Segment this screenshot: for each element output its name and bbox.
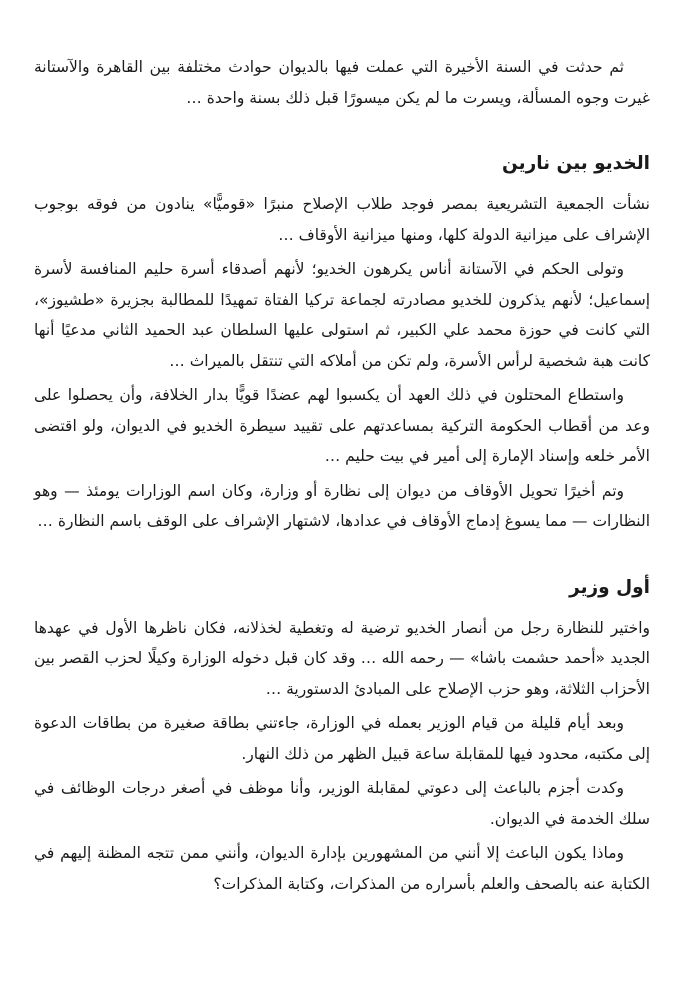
paragraph: وبعد أيام قليلة من قيام الوزير بعمله في الوزارة، جاءتني بطاقة صغيرة من بطاقات الدعوة إلى مكتبه، محدود فيها للمقابلة ساعة قبيل الظهر من ذلك النهار. <box>34 714 650 763</box>
paragraph: وتولى الحكم في الآستانة أناس يكرهون الخديو؛ لأنهم أصدقاء أسرة حليم المنافسة لأسرة إسماعيل؛ لأنهم يذكرون للخديو مصادرته لجماعة تركيا الفتاة تمهيدًا للمطالبة بجزيرة «طشيوز»، التي كانت في حوزة محمد علي الكبير، ثم استولى عليها السلطان عبد الحميد الثاني مدعيًا أنها كانت هبة شخصية لرأس الأسرة، ولم تكن من أملاكه التي تنتقل بالميراث … <box>34 260 650 370</box>
section-heading-khedive-between-two-fires: الخديو بين نارين <box>501 153 650 174</box>
paragraph-intro: ثم حدثت في السنة الأخيرة التي عملت فيها بالديوان حوادث مختلفة بين القاهرة والآستانة غيرت وجوه المسألة، ويسرت ما لم يكن ميسورًا قبل ذلك بسنة واحدة … <box>34 58 650 107</box>
paragraph: وكدت أجزم بالباعث إلى دعوتي لمقابلة الوزير، وأنا موظف في أصغر درجات الوظائف في سلك الخدمة في الديوان. <box>34 779 650 828</box>
paragraph: وماذا يكون الباعث إلا أنني من المشهورين بإدارة الديوان، وأنني ممن تتجه المظنة إليهم في الكتابة عنه بالصحف والعلم بأسراره من المذكرات، وكتابة المذكرات؟ <box>34 844 650 893</box>
section-heading-first-minister: أول وزير <box>569 576 650 598</box>
paragraph: وتم أخيرًا تحويل الأوقاف من ديوان إلى نظارة أو وزارة، وكان اسم الوزارات يومئذ — وهو النظارات — مما يسوغ إدماج الأوقاف في عدادها، لاشتهار الإشراف على الوقف باسم النظارة … <box>34 481 650 530</box>
paragraph: واختير للنظارة رجل من أنصار الخديو ترضية له وتغطية لخذلانه، فكان ناظرها الأول في عهدها الجديد «أحمد حشمت باشا» — رحمه الله … وقد كان قبل دخوله الوزارة وكيلًا لحزب القصر بين الأحزاب الثلاثة، وهو حزب الإصلاح على المبادئ الدستورية … <box>34 618 650 698</box>
paragraph: نشأت الجمعية التشريعية بمصر فوجد طلاب الإصلاح منبرًا «قوميًّا» ينادون من فوقه بوجوب الإشراف على ميزانية الدولة كلها، ومنها ميزانية الأوقاف … <box>34 195 650 244</box>
paragraph: واستطاع المحتلون في ذلك العهد أن يكسبوا لهم عضدًا قويًّا بدار الخلافة، وأن يحصلوا على وعد من أقطاب الحكومة التركية بمساعدتهم على تقييد سيطرة الخديو في الديوان، ولو اقتضى الأمر خلعه وإسناد الإمارة إلى أمير في بيت حليم … <box>34 386 650 465</box>
